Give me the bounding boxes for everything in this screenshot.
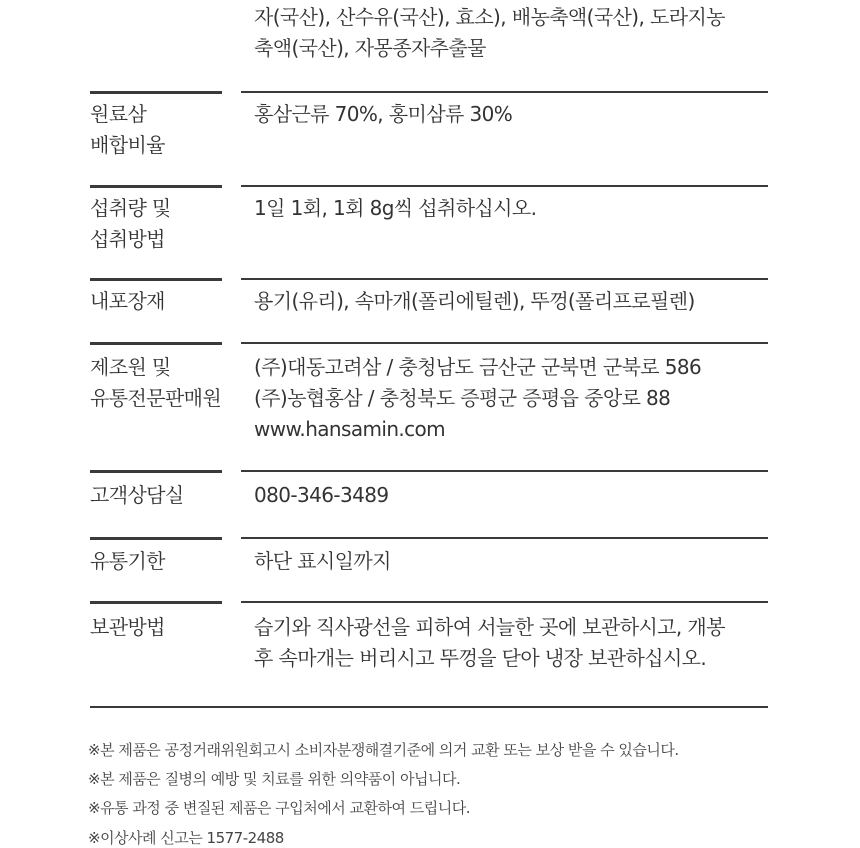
value-expiry: 하단 표시일까지 — [254, 549, 391, 573]
label-intake: 섭취량 및 섭취방법 — [90, 196, 171, 251]
label-manufacturer: 제조원 및 유통전문판매원 — [90, 355, 222, 410]
ingredients-value: 자(국산), 산수유(국산), 효소), 배농축액(국산), 도라지농 축액(국산), 자몽종자추출물 — [254, 5, 725, 60]
label-customer-service: 고객상담실 — [90, 483, 184, 507]
note-line: ※유통 과정 중 변질된 제품은 구입처에서 교환하여 드립니다. — [88, 799, 470, 817]
row-divider — [241, 601, 768, 603]
value-customer-service — [254, 480, 774, 511]
note-line: ※본 제품은 질병의 예방 및 치료를 위한 의약품이 아닙니다. — [88, 770, 461, 788]
row-divider — [90, 601, 222, 604]
value-blend-ratio: 홍삼근류 70%, 홍미삼류 30% — [254, 102, 513, 126]
label-expiry: 유통기한 — [90, 549, 165, 573]
value-storage: 습기와 직사광선을 피하여 서늘한 곳에 보관하시고, 개봉 후 속마개는 버리시고 뚜껑을 닫아 냉장 보관하십시오. — [254, 615, 725, 670]
row-divider — [241, 91, 768, 93]
row-divider — [90, 470, 222, 473]
value-intake: 1일 1회, 1회 8g씩 섭취하십시오. — [254, 196, 537, 220]
row-divider — [90, 185, 222, 188]
row-divider — [241, 537, 768, 539]
note-line: ※본 제품은 공정거래위원회고시 소비자분쟁해결기준에 의거 교환 또는 보상 받을 수 있습니다. — [88, 741, 679, 759]
row-divider — [241, 278, 768, 280]
label-packaging: 내포장재 — [90, 289, 165, 313]
note-line: ※이상사례 신고는 1577-2488 — [88, 829, 284, 847]
label-storage: 보관방법 — [90, 615, 165, 639]
row-divider — [90, 91, 222, 94]
row-divider — [241, 185, 768, 187]
value-manufacturer: (주)대동고려삼 / 충청남도 금산군 군북면 군북로 586 (주)농협홍삼 / 충청북도 증평군 증평읍 중앙로 88 www.hansamin.com — [254, 352, 774, 445]
row-divider — [90, 537, 222, 540]
row-divider — [241, 470, 768, 472]
website-link[interactable]: www.hansamin.com — [254, 417, 446, 441]
label-blend-ratio: 원료삼 배합비율 — [90, 102, 165, 157]
row-divider — [241, 342, 768, 344]
table-bottom-divider — [90, 706, 768, 708]
value-packaging: 용기(유리), 속마개(폴리에틸렌), 뚜껑(폴리프로필렌) — [254, 289, 695, 313]
row-divider — [90, 342, 222, 345]
row-divider — [90, 278, 222, 281]
phone-number[interactable]: 080-346-3489 — [254, 483, 389, 507]
